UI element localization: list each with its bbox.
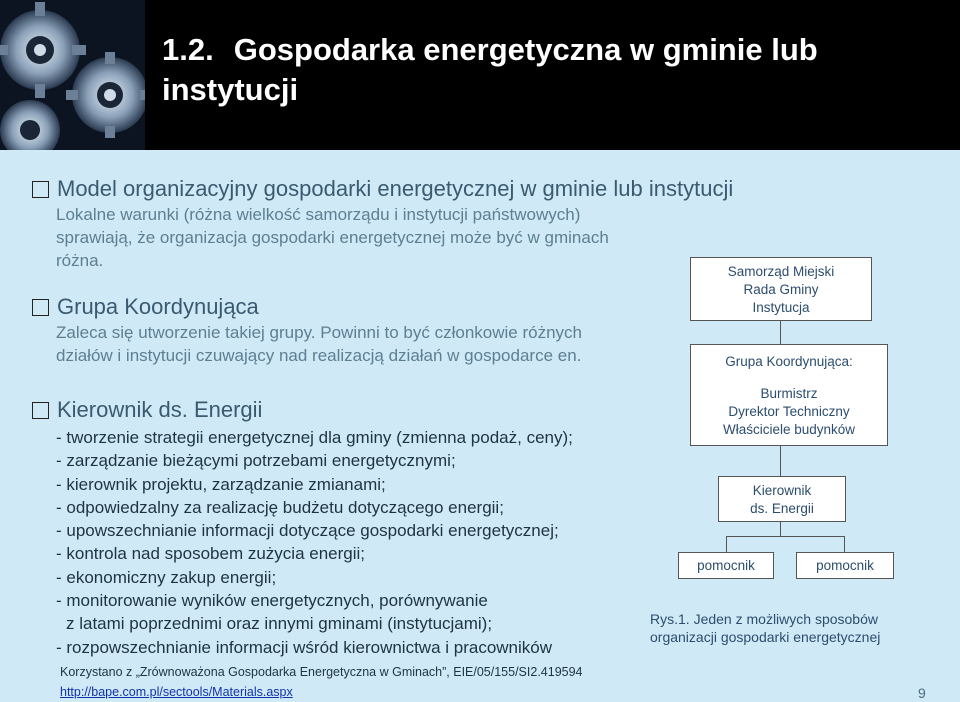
grupa-paragraph	[56, 321, 582, 367]
node-line: Właściciele budynków	[722, 422, 856, 437]
list-item: - rozpowszechnianie informacji wśród kierownictwa i pracowników	[56, 637, 553, 657]
list-item: z latami poprzednimi oraz innymi gminami (instytucjami);	[66, 614, 493, 634]
list-item: - kierownik projektu, zarządzanie zmianami;	[56, 474, 386, 494]
kierownik-heading-text: Kierownik ds. Energii	[57, 397, 263, 422]
source-link[interactable]: http://bape.com.pl/sectools/Materials.aspx	[60, 685, 293, 699]
title-line-2: instytucji	[162, 72, 299, 107]
pomocnik-left-node	[678, 552, 774, 579]
page-number: 9	[918, 685, 926, 701]
list-item: - kontrola nad sposobem zużycia energii;	[56, 544, 365, 564]
connector-line	[780, 321, 781, 344]
connector-line	[780, 522, 781, 536]
grupa-line: działów i instytucji czuwający nad realizacją działań w gospodarce en.	[56, 346, 582, 365]
section-number: 1.2.	[162, 32, 214, 67]
model-heading	[32, 176, 733, 202]
node-line: Rada Gminy	[743, 282, 819, 297]
connector-line	[844, 536, 845, 552]
figure-caption	[650, 610, 880, 646]
slide-header	[0, 0, 960, 150]
caption-line: organizacji gospodarki energetycznej	[650, 629, 881, 645]
connector-line	[726, 536, 727, 552]
grupa-heading	[32, 294, 259, 320]
list-item: - ekonomiczny zakup energii;	[56, 567, 277, 587]
grupa-heading-text: Grupa Koordynująca	[57, 294, 259, 319]
node-line: ds. Energii	[750, 501, 814, 516]
kierownik-duties-list	[56, 426, 573, 659]
node-line: Dyrektor Techniczny	[728, 404, 850, 419]
checkbox-bullet-icon	[32, 299, 49, 316]
model-line: różna.	[56, 251, 104, 270]
model-line: sprawiają, że organizacja gospodarki energetycznej może być w gminach	[56, 228, 609, 247]
pomocnik-right-node	[796, 552, 894, 579]
list-item: - tworzenie strategii energetycznej dla gminy (zmienna podaż, ceny);	[56, 428, 573, 447]
list-item: - monitorowanie wyników energetycznych, porównywanie	[56, 591, 488, 611]
connector-line	[726, 536, 844, 537]
node-line: Samorząd Miejski	[727, 264, 835, 279]
kierownik-heading	[32, 397, 262, 423]
node-label: pomocnik	[816, 558, 874, 573]
model-paragraph	[56, 203, 609, 272]
model-line: Lokalne warunki (różna wielkość samorządu i instytucji państwowych)	[56, 205, 581, 224]
node-line: Instytucja	[752, 300, 810, 315]
model-heading-text: Model organizacyjny gospodarki energetycznej w gminie lub instytucji	[57, 176, 734, 201]
node-label: pomocnik	[697, 558, 755, 573]
slide-title	[162, 30, 922, 110]
title-line-1: Gospodarka energetyczna w gminie lub	[233, 32, 818, 67]
grupa-node-label: Grupa Koordynująca:	[725, 354, 853, 369]
list-item: - upowszechnianie informacji dotyczące gospodarki energetycznej;	[56, 521, 559, 541]
list-item: - zarządzanie bieżącymi potrzebami energetycznymi;	[56, 451, 456, 471]
source-note: Korzystano z „Zrównoważona Gospodarka Energetyczna w Gminach”, EIE/05/155/SI2.419594	[60, 665, 583, 679]
grupa-line: Zaleca się utworzenie takiej grupy. Powinni to być członkowie różnych	[56, 323, 582, 342]
connector-line	[780, 446, 781, 476]
gears-image	[0, 0, 145, 150]
samorzad-node	[690, 257, 872, 321]
kierownik-node	[718, 476, 846, 522]
node-line: Burmistrz	[760, 386, 818, 401]
node-line: Kierownik	[752, 483, 812, 498]
grupa-koordynujaca-node	[690, 344, 888, 446]
checkbox-bullet-icon	[32, 181, 49, 198]
checkbox-bullet-icon	[32, 402, 49, 419]
caption-line: Rys.1. Jeden z możliwych sposobów	[650, 611, 878, 627]
list-item: - odpowiedzalny za realizację budżetu dotyczącego energii;	[56, 497, 504, 517]
